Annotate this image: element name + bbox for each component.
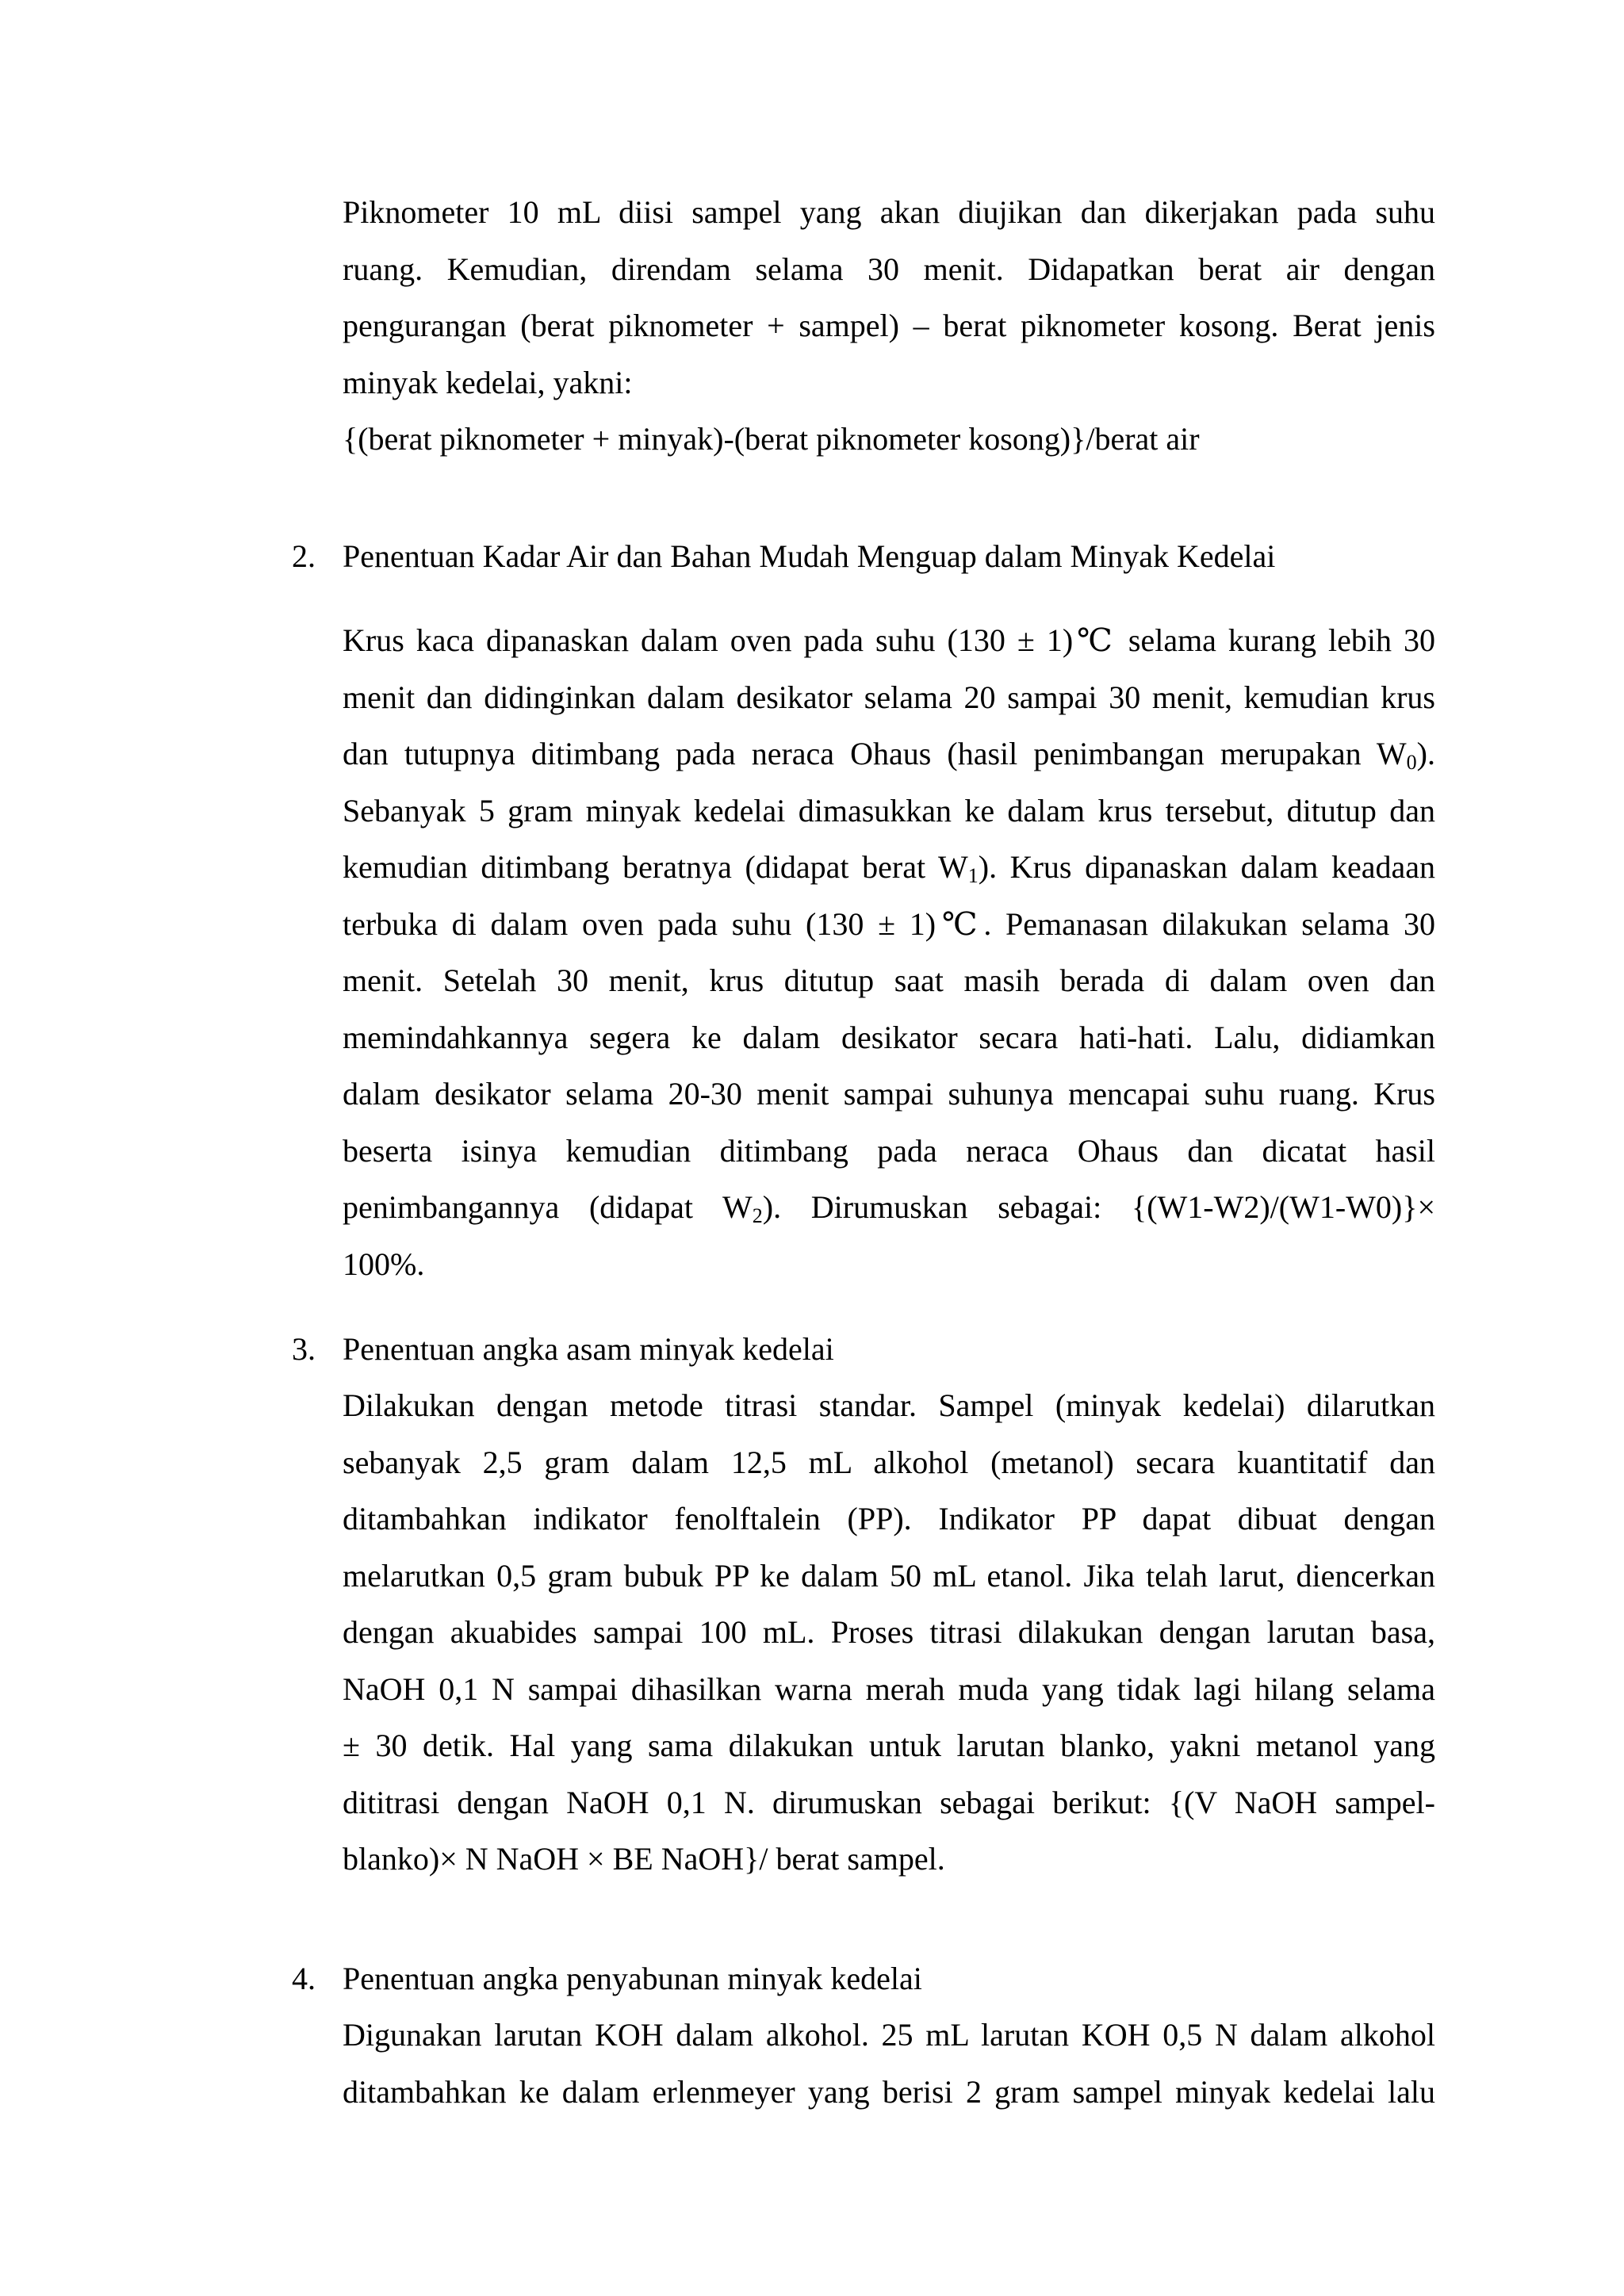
text-line: menit dan didinginkan dalam desikator selama 20 sampai 30 menit, kemudian krus (343, 679, 1435, 715)
section-4-title: Penentuan angka penyabunan minyak kedelai (343, 1961, 922, 1996)
text-line: 100%. (343, 1246, 425, 1282)
section-2-title: Penentuan Kadar Air dan Bahan Mudah Menguap dalam Minyak Kedelai (343, 538, 1276, 574)
text-line: kemudian ditimbang beratnya (didapat berat $W_1$). Krus dipanaskan dalam keadaan (343, 849, 1435, 887)
text-line: ditambahkan ke dalam erlenmeyer yang berisi 2 gram sampel minyak kedelai lalu (343, 2073, 1435, 2110)
text-line: Piknometer 10 mL diisi sampel yang akan diujikan dan dikerjakan pada suhu (343, 194, 1435, 230)
text-line: dengan akuabides sampai 100 mL. Proses titrasi dilakukan dengan larutan basa, (343, 1614, 1435, 1650)
text-line: memindahkannya segera ke dalam desikator secara hati-hati. Lalu, didiamkan (343, 1019, 1435, 1055)
text-line: sebanyak 2,5 gram dalam 12,5 mL alkohol (metanol) secara kuantitatif dan (343, 1444, 1435, 1480)
section-3-number: 3. (292, 1331, 316, 1367)
text-line: menit. Setelah 30 menit, krus ditutup saat masih berada di dalam oven dan (343, 962, 1435, 998)
formula-line: {(berat piknometer + minyak)-(berat piknometer kosong)}/berat air (343, 421, 1200, 457)
text-line: Dilakukan dengan metode titrasi standar. Sampel (minyak kedelai) dilarutkan (343, 1387, 1435, 1423)
text-line: terbuka di dalam oven pada suhu (130 ± 1)℃. Pemanasan dilakukan selama 30 (343, 905, 1435, 942)
text-line: beserta isinya kemudian ditimbang pada neraca Ohaus dan dicatat hasil (343, 1132, 1435, 1169)
text-line: ditambahkan indikator fenolftalein (PP). Indikator PP dapat dibuat dengan (343, 1501, 1435, 1536)
section-4-number: 4. (292, 1961, 316, 1996)
text-line: Krus kaca dipanaskan dalam oven pada suhu (130 ± 1)℃ selama kurang lebih 30 (343, 622, 1435, 658)
text-line: dititrasi dengan NaOH 0,1 N. dirumuskan sebagai berikut: {(V NaOH sampel- (343, 1784, 1435, 1820)
text-line: Digunakan larutan KOH dalam alkohol. 25 mL larutan KOH 0,5 N dalam alkohol (343, 2017, 1435, 2053)
text-line: Sebanyak 5 gram minyak kedelai dimasukkan ke dalam krus tersebut, ditutup dan (343, 792, 1435, 828)
text-line: melarutkan 0,5 gram bubuk PP ke dalam 50 mL etanol. Jika telah larut, diencerkan (343, 1557, 1435, 1594)
text-line: minyak kedelai, yakni: (343, 364, 633, 400)
text-line: blanko)× N NaOH × BE NaOH}/ berat sampel. (343, 1841, 945, 1877)
text-line: ± 30 detik. Hal yang sama dilakukan untuk larutan blanko, yakni metanol yang (343, 1728, 1435, 1763)
text-line: penimbangannya (didapat $W_2$). Dirumuskan sebagai: {(W1-W2)/(W1-W0)}× (343, 1189, 1435, 1227)
intro-paragraph (343, 184, 1435, 468)
section-3-title: Penentuan angka asam minyak kedelai (343, 1331, 834, 1367)
section-3-paragraph (343, 1377, 1435, 1888)
text-line: ruang. Kemudian, direndam selama 30 menit. Didapatkan berat air dengan (343, 251, 1435, 287)
section-2-number: 2. (292, 538, 316, 574)
text-line: NaOH 0,1 N sampai dihasilkan warna merah muda yang tidak lagi hilang selama (343, 1670, 1435, 1707)
text-line: dan tutupnya ditimbang pada neraca Ohaus (hasil penimbangan merupakan $W_0$). (343, 736, 1435, 774)
section-4-paragraph (343, 2007, 1435, 2120)
section-2-paragraph (343, 612, 1435, 1292)
text-line: dalam desikator selama 20-30 menit sampai suhunya mencapai suhu ruang. Krus (343, 1076, 1435, 1112)
text-line: pengurangan (berat piknometer + sampel) – berat piknometer kosong. Berat jenis (343, 308, 1435, 343)
